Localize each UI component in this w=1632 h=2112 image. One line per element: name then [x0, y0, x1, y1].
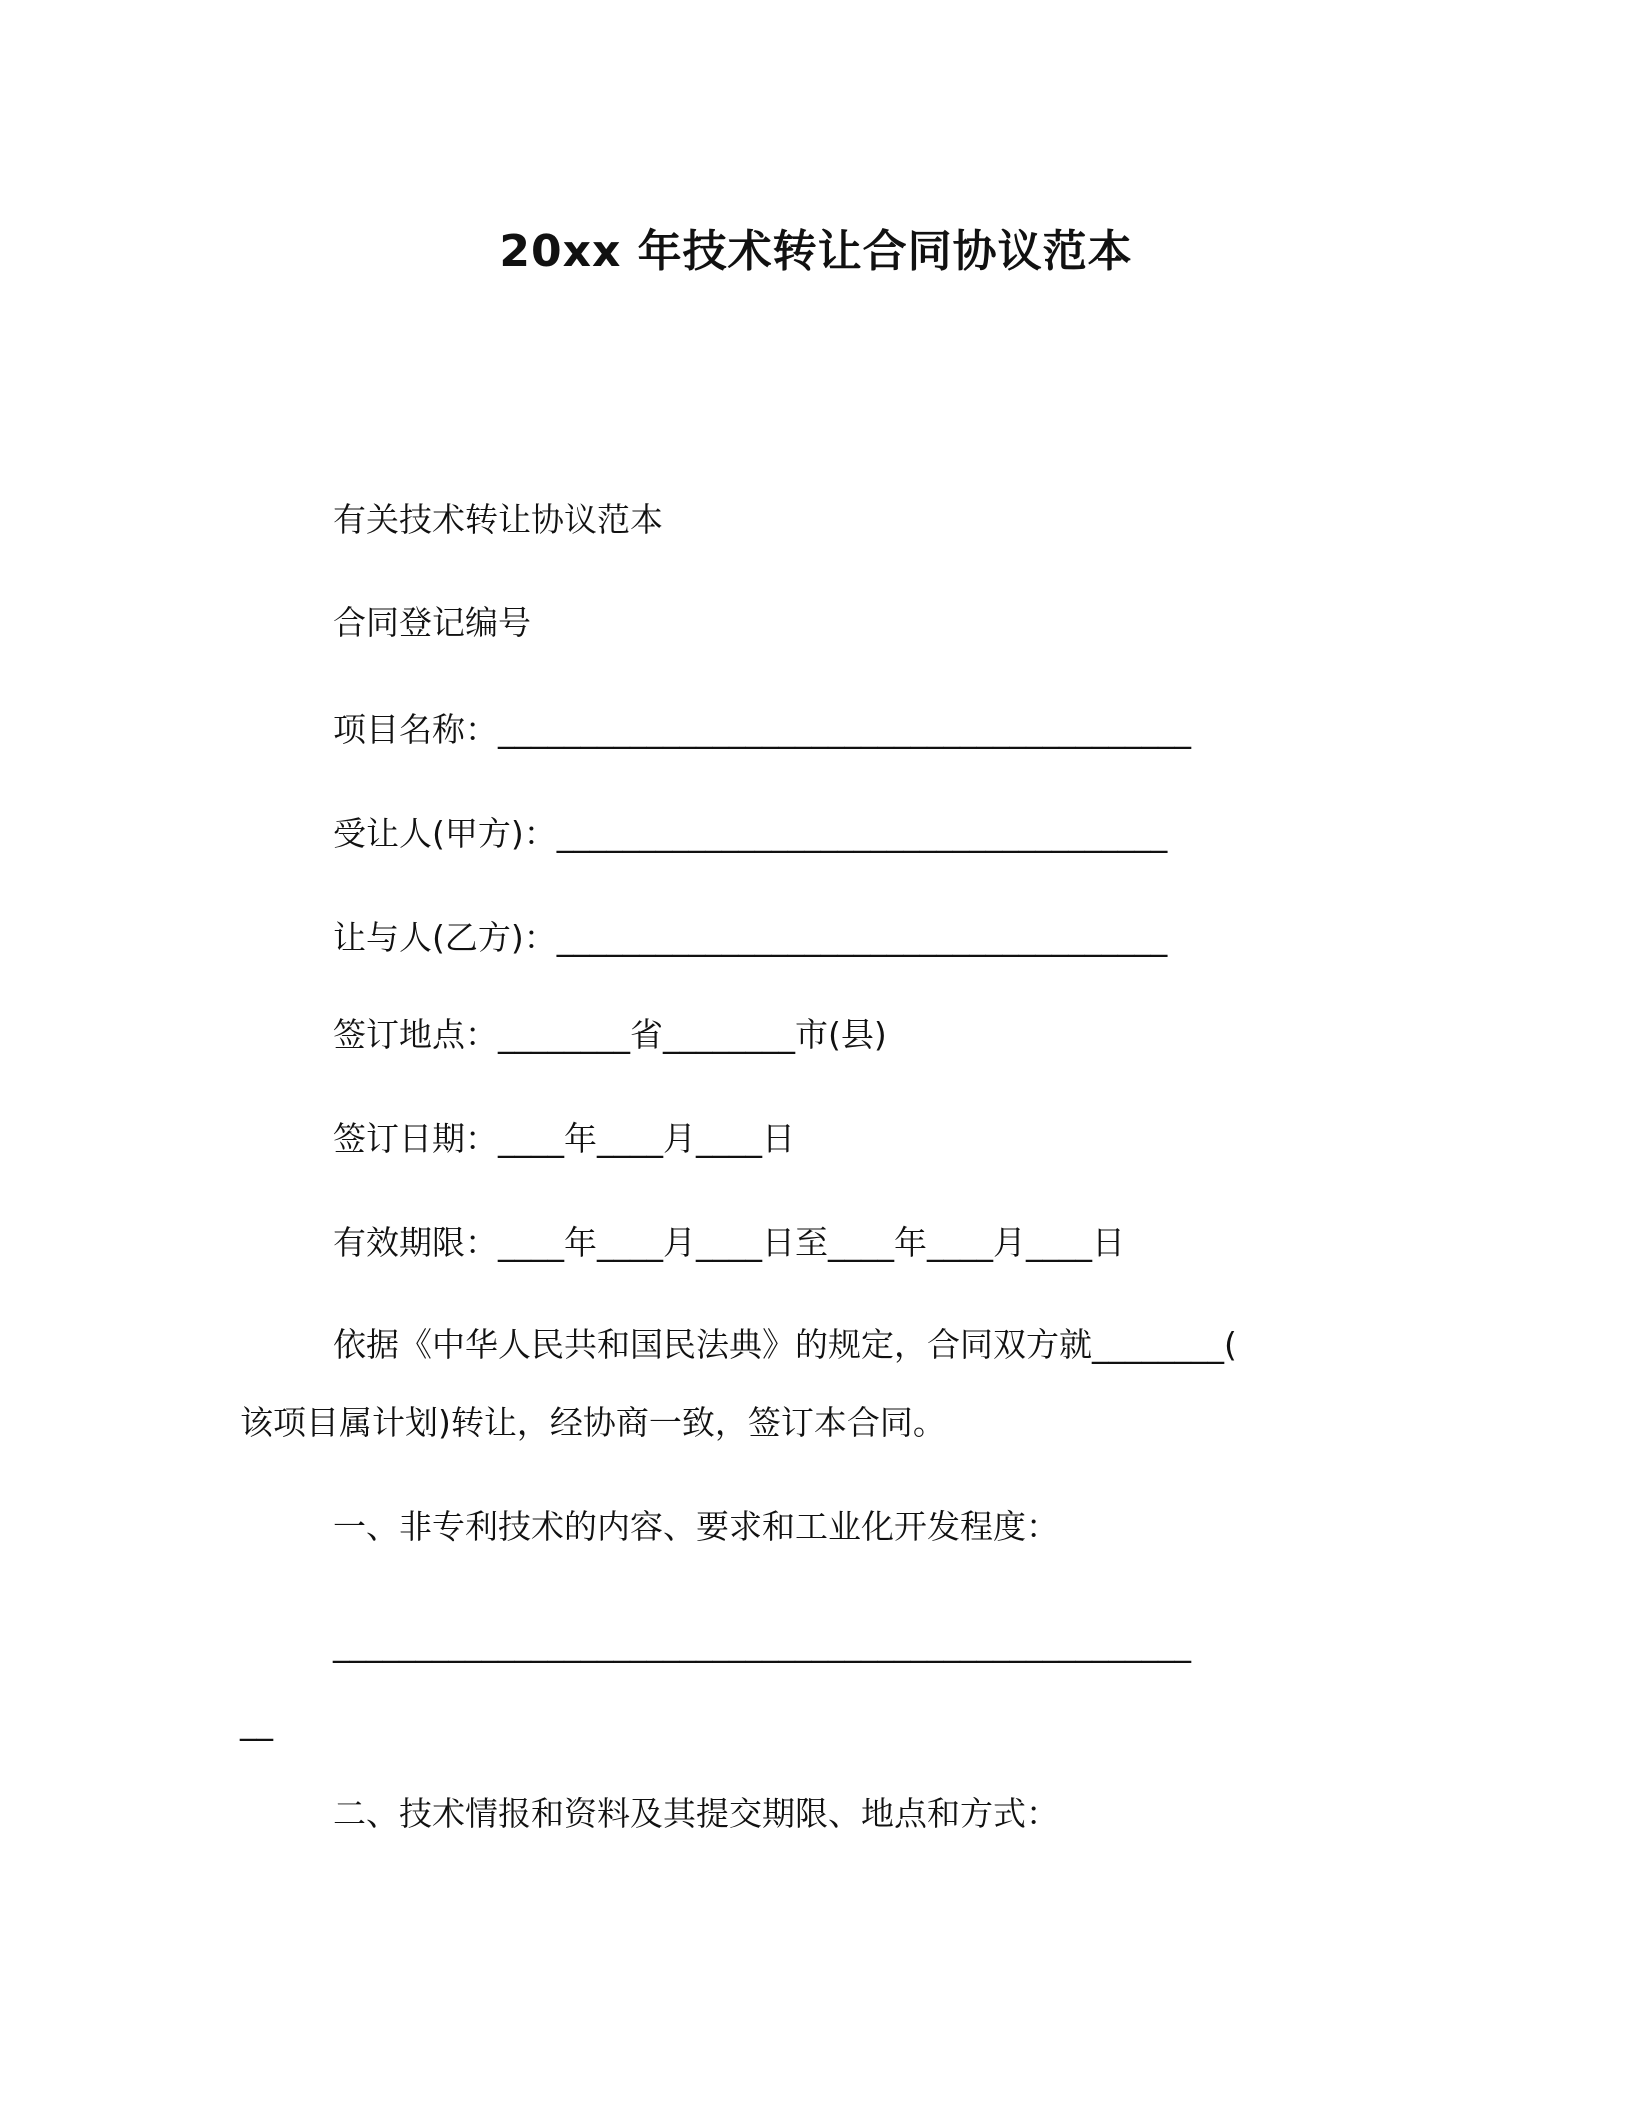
project-name-line: 项目名称：__________________________________________ [333, 710, 1191, 749]
document-title: 20xx 年技术转让合同协议范本 [499, 226, 1133, 277]
preamble-line-1: 依据《中华人民共和国民法典》的规定，合同双方就________( [333, 1325, 1237, 1364]
section-2-heading: 二、技术情报和资料及其提交期限、地点和方式： [333, 1794, 1059, 1833]
signing-place-line: 签订地点：________省________市(县) [333, 1015, 887, 1054]
signing-date-line: 签订日期：____年____月____日 [333, 1119, 795, 1158]
section-1-blank-line: ____________________________________________________ [333, 1624, 1191, 1663]
subtitle-line: 有关技术转让协议范本 [333, 500, 663, 539]
transferee-line: 受让人(甲方)：_____________________________________ [333, 814, 1168, 853]
section-1-heading: 一、非专利技术的内容、要求和工业化开发程度： [333, 1507, 1059, 1546]
section-1-blank-line-continued: __ [240, 1702, 273, 1741]
transferor-line: 让与人(乙方)：_____________________________________ [333, 918, 1168, 957]
validity-period-line: 有效期限：____年____月____日至____年____月____日 [333, 1223, 1125, 1262]
registration-number-line: 合同登记编号 [333, 603, 531, 642]
preamble-line-2: 该项目属计划)转让，经协商一致，签订本合同。 [240, 1403, 946, 1442]
